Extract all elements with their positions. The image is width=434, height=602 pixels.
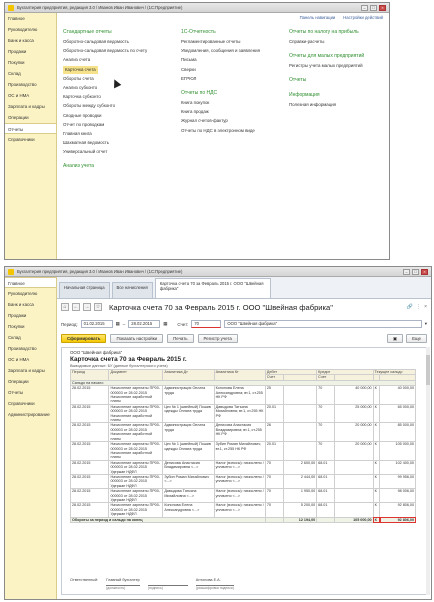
totals-debit-account (265, 517, 283, 522)
cell-credit-account: 70 (317, 386, 335, 405)
app-logo-icon (8, 5, 14, 11)
cell-analytics-dt: Администрация Оплата труда (163, 386, 214, 405)
sidebar-item[interactable]: Отчеты (5, 123, 56, 134)
sidebar-item[interactable]: Продажи (8, 49, 27, 54)
cell-credit-sum (335, 460, 373, 474)
header-debit: Дебет (265, 370, 316, 375)
sidebar-item[interactable]: ОС и НМА (8, 93, 30, 98)
report-note: Выводимые данные: БУ (данные бухгалтерского учета) (70, 364, 168, 368)
report-link[interactable] (63, 148, 173, 157)
cell-analytics-kt: Кононова Елена Александровна; вт.1, ст.255 НК РФ (214, 386, 265, 405)
report-link-label: Уведомления, сообщения и заявления (181, 48, 261, 54)
back-arrow-icon[interactable]: ← (73, 304, 79, 310)
cell-debit-account: 70 (265, 460, 283, 474)
report-link-label: Книга покупок (181, 99, 210, 105)
report-link[interactable] (181, 99, 285, 108)
star-icon[interactable]: ☆ (95, 304, 101, 310)
calendar-icon[interactable]: ▦ (115, 321, 120, 326)
header-analytics-dt: Аналитика Дт (163, 370, 214, 381)
report-link[interactable] (289, 38, 389, 47)
cell-balance-sum: 98 006,00 (380, 489, 416, 503)
sidebar-item[interactable]: Продажи (8, 313, 27, 318)
title-bar (5, 3, 389, 13)
cell-analytics-kt: Денисова Анастасия Владимировна; вт.1, ст.255 НК РФ (214, 423, 265, 442)
report-link[interactable] (63, 38, 173, 47)
period-dash: – (122, 321, 126, 327)
report-link-label: Сводные проводки (63, 112, 102, 118)
more-vert-icon[interactable]: ⋮ (416, 304, 422, 310)
cell-balance-sum: 85 000,00 (380, 423, 416, 442)
cell-balance-sign: К (373, 474, 379, 488)
report-link[interactable] (63, 102, 173, 111)
cell-balance-sum: 65 000,00 (380, 404, 416, 423)
sidebar-item[interactable]: Справочники (8, 137, 35, 142)
cell-credit-account: 68.01 (317, 489, 335, 503)
page-title: Карточка счета 70 за Февраль 2015 г. ООО "Швейная фабрика" (109, 302, 333, 312)
cell-document: Начисление зарплаты ПР00-000003 от 28.02.2015 Начисление заработной платы (109, 442, 163, 461)
cell-period: 28.02.2015 (71, 423, 109, 442)
sidebar-item[interactable]: Склад (8, 335, 21, 340)
table-row (71, 503, 416, 517)
cell-credit-sum: 20 000,00 (335, 442, 373, 461)
window-title: Бухгалтерия предприятия, редакция 3.0 / Иванов Иван Иванович / (1С:Предприятие) (17, 269, 183, 274)
reports-panel (63, 29, 387, 257)
totals-debit: 12 194,00 (283, 517, 316, 522)
position-value: Главный бухгалтер (106, 578, 140, 582)
sidebar-item[interactable]: Банк и касса (8, 38, 34, 43)
title-bar (5, 267, 431, 277)
date-from-field[interactable]: 01.02.2015 (81, 320, 113, 328)
register-button[interactable]: Регистр учета (198, 334, 238, 343)
table-row (71, 404, 416, 423)
cell-balance-sign: К (373, 386, 379, 405)
cell-credit-account: 70 (317, 442, 335, 461)
form-header (57, 299, 431, 315)
report-link[interactable] (63, 66, 173, 75)
sidebar-item[interactable]: Покупки (8, 60, 25, 65)
report-link[interactable] (181, 127, 285, 136)
cell-balance-sign: К (373, 404, 379, 423)
report-group-title[interactable]: Отчеты по НДС (181, 89, 218, 96)
cell-debit-account: 25 (265, 386, 283, 405)
sidebar-item[interactable]: Операции (8, 379, 29, 384)
cell-document: Начисление зарплаты ПР00-000003 от 28.02.2015 Начисление заработной платы (109, 404, 163, 423)
nav-panel-link[interactable]: Панель навигации (299, 15, 336, 20)
sidebar-item[interactable]: Операции (8, 115, 29, 120)
cell-credit-account: 68.01 (317, 474, 335, 488)
header-credit-account: Счет (317, 375, 335, 380)
cell-debit-account: 20.01 (265, 442, 283, 461)
cell-debit-sum (283, 404, 316, 423)
sidebar-item[interactable]: Администрирование (8, 412, 50, 417)
report-group-title[interactable]: 1С-Отчетность (181, 29, 216, 35)
home-icon[interactable]: ⌂ (61, 303, 69, 311)
account-card-window (4, 266, 432, 600)
cell-analytics-dt: Цех № 1 (швейный) Пошив одежды Оплата труда (163, 404, 214, 423)
report-link-label: ЕГРЮЛ (181, 75, 197, 81)
cell-analytics-kt: Зубин Роман Михайлович; вт.1, ст.255 НК РФ (214, 442, 265, 461)
header-document: Документ (109, 370, 163, 381)
header-analytics-kt: Аналитика Кт (214, 370, 265, 381)
report-link-label: Анализ счета (63, 57, 91, 63)
tab-home[interactable]: Начальная страница (59, 282, 110, 298)
cell-balance-sign: К (373, 460, 379, 474)
organization-field[interactable]: ООО "Швейная фабрика" (224, 320, 421, 328)
cell-debit-sum: 1 950,00 (283, 489, 316, 503)
sidebar-item[interactable]: ОС и НМА (8, 357, 30, 362)
cell-period: 28.02.2015 (71, 474, 109, 488)
cell-debit-sum: 2 600,00 (283, 460, 316, 474)
cell-credit-account: 70 (317, 423, 335, 442)
cell-debit-account: 70 (265, 503, 283, 517)
cell-balance-sum: 92 806,00 (380, 503, 416, 517)
sidebar-item[interactable]: Руководителю (8, 291, 38, 296)
close-icon[interactable]: × (421, 269, 428, 275)
cell-balance-sum: 99 956,00 (380, 474, 416, 488)
sections-sidebar (5, 277, 57, 599)
report-title: Карточка счета 70 за Февраль 2015 г. (70, 356, 187, 363)
cell-debit-account: 20.01 (265, 404, 283, 423)
report-link-label: Обороты счета (63, 75, 94, 81)
more-button[interactable]: Еще (406, 334, 427, 343)
cell-analytics-kt: Налог (взносы): начислено / уплачено <...> (214, 503, 265, 517)
cell-analytics-kt: Налог (взносы): начислено / уплачено <...> (214, 474, 265, 488)
cell-document: Начисление зарплаты ПР00-000003 от 28.02.2015 Удержан НДФЛ (109, 474, 163, 488)
cell-debit-sum (283, 442, 316, 461)
account-label: Счет: (177, 321, 189, 327)
signer-name: Антонова Е.А. (195, 578, 221, 582)
account-field[interactable]: 70 (191, 320, 221, 328)
cell-debit-sum (283, 423, 316, 442)
report-group-title[interactable]: Анализ учета (63, 163, 95, 170)
totals-balance-sign: К (373, 517, 379, 522)
cell-analytics-kt: Давыдова Татьяна Михайловна; вт.1, ст.255 НК РФ (214, 404, 265, 423)
sidebar-item[interactable]: Банк и касса (8, 302, 34, 307)
vertical-scrollbar[interactable] (426, 347, 430, 595)
cell-balance-sum: 40 000,00 (380, 386, 416, 405)
scrollbar-thumb[interactable] (426, 355, 430, 385)
report-link-label: Оборотно-сальдовая ведомость (63, 39, 129, 44)
reports-column-reporting (181, 29, 285, 142)
report-link-label: Главная книга (63, 130, 92, 136)
cell-balance-sum: 102 400,00 (380, 460, 416, 474)
generate-button[interactable]: Сформировать (61, 334, 106, 343)
report-link-label: Справки-расчеты (289, 39, 325, 44)
save-icon[interactable]: ▣ (387, 334, 403, 343)
totals-row (71, 517, 416, 522)
cell-credit-sum: 25 000,00 (335, 404, 373, 423)
cell-analytics-dt: Кононова Елена Александровна <...> (163, 503, 214, 517)
cell-credit-account: 68.01 (317, 460, 335, 474)
tab-all-accruals[interactable]: Все начисления (112, 282, 153, 298)
sidebar-item[interactable]: Производство (8, 346, 37, 351)
table-row (71, 423, 416, 442)
cell-debit-account: 26 (265, 423, 283, 442)
report-link-label: Сверки (181, 66, 196, 72)
report-link-label: Анализ субконто (63, 84, 98, 90)
cell-credit-account: 70 (317, 404, 335, 423)
cell-analytics-dt: Давыдова Татьяна Михайловна <...> (163, 489, 214, 503)
cell-analytics-dt: Цех № 1 (швейный) Пошив одежды Оплата труда (163, 442, 214, 461)
reports-window (4, 2, 390, 260)
report-link[interactable] (181, 56, 285, 65)
close-icon[interactable]: × (379, 5, 386, 11)
sidebar-item[interactable]: Зарплата и кадры (8, 104, 45, 109)
account-card-table (70, 369, 416, 523)
tab-account-card[interactable]: Карточка счета 70 за Февраль 2015 г. ООО "Швейная фабрика" (155, 278, 271, 298)
sidebar-item[interactable]: Склад (8, 71, 21, 76)
report-link-label: Отчеты по НДС в электронном виде (181, 127, 255, 133)
name-caption: (расшифровка подписи) (195, 586, 234, 590)
sign-caption: (подпись) (148, 585, 188, 590)
report-link-label: Регистры учета малых предприятий (289, 63, 363, 69)
cell-analytics-kt: Налог (взносы): начислено / уплачено <...> (214, 460, 265, 474)
cell-debit-sum: 5 200,00 (283, 503, 316, 517)
report-link[interactable] (63, 130, 173, 139)
sidebar-item[interactable]: Главное (8, 16, 25, 21)
report-link[interactable] (181, 66, 285, 75)
opening-balance-label: Сальдо на начало (71, 380, 416, 385)
report-parameters (61, 318, 427, 330)
report-link[interactable] (63, 112, 173, 121)
table-row (71, 442, 416, 461)
sidebar-item[interactable]: Зарплата и кадры (8, 368, 45, 373)
report-link[interactable] (63, 121, 173, 130)
responsible-label: Ответственный: (70, 578, 99, 582)
forward-arrow-icon[interactable]: → (84, 304, 90, 310)
cell-debit-sum: 2 444,00 (283, 474, 316, 488)
header-balance: Текущее сальдо (373, 370, 415, 375)
minimize-icon[interactable]: – (361, 5, 368, 11)
sections-sidebar (5, 13, 57, 259)
sidebar-item[interactable]: Справочники (8, 401, 35, 406)
report-link-label: Книга продаж (181, 109, 209, 115)
cell-balance-sign: К (373, 442, 379, 461)
cell-period: 28.02.2015 (71, 404, 109, 423)
report-link-label: Универсальный отчет (63, 149, 108, 155)
cell-debit-account: 70 (265, 474, 283, 488)
maximize-icon[interactable]: □ (412, 269, 419, 275)
report-link[interactable] (63, 93, 173, 102)
sidebar-item[interactable]: Главное (5, 277, 56, 288)
cell-document: Начисление зарплаты ПР00-000003 от 28.02.2015 Удержан НДФЛ (109, 489, 163, 503)
report-group-title[interactable]: Отчеты по налогу на прибыль (289, 29, 359, 35)
cell-balance-sum: 105 000,00 (380, 442, 416, 461)
reports-column-tax (289, 29, 389, 117)
cell-debit-account: 70 (265, 489, 283, 503)
close-form-icon[interactable]: × (424, 304, 427, 310)
report-link-label: Регламентированные отчеты (181, 39, 241, 44)
position-caption: (должность) (106, 585, 140, 590)
report-link-label: Полезная информация (289, 102, 337, 108)
cell-balance-sign: К (373, 489, 379, 503)
report-link[interactable] (181, 47, 285, 56)
cell-credit-account: 68.01 (317, 503, 335, 517)
command-bar (61, 332, 427, 344)
cell-period: 28.02.2015 (71, 503, 109, 517)
calendar-icon[interactable]: ▦ (163, 321, 168, 326)
report-link[interactable] (63, 139, 173, 148)
report-link[interactable] (289, 101, 389, 110)
dropdown-chevron-icon[interactable]: ▾ (424, 321, 427, 326)
link-icon[interactable]: 🔗 (406, 304, 414, 310)
totals-balance: 92 806,00 (380, 517, 416, 522)
cell-period: 28.02.2015 (71, 489, 109, 503)
totals-label: Обороты за период и сальдо на конец (71, 517, 266, 522)
report-organization: ООО "Швейная фабрика" (70, 350, 123, 355)
table-row (71, 386, 416, 405)
cell-period: 28.02.2015 (71, 460, 109, 474)
print-button[interactable]: Печать (167, 334, 193, 343)
cell-document: Начисление зарплаты ПР00-000003 от 28.02.2015 Удержан НДФЛ (109, 503, 163, 517)
cell-credit-sum: 40 000,00 (335, 386, 373, 405)
cell-credit-sum (335, 503, 373, 517)
app-logo-icon (8, 269, 14, 275)
maximize-icon[interactable]: □ (370, 5, 377, 11)
minimize-icon[interactable]: – (403, 269, 410, 275)
nav-links (57, 13, 389, 23)
sidebar-item[interactable]: Покупки (8, 324, 25, 329)
header-credit: Кредит (317, 370, 373, 375)
report-link-label: Журнал счетов-фактур (181, 118, 228, 124)
sidebar-item[interactable]: Отчеты (8, 390, 24, 395)
totals-credit-account (317, 517, 335, 522)
date-to-field[interactable]: 28.02.2015 (128, 320, 160, 328)
table-row (71, 460, 416, 474)
cell-analytics-dt: Денисова Анастасия Владимировна <...> (163, 460, 214, 474)
cell-debit-sum (283, 386, 316, 405)
tab-bar (57, 277, 431, 299)
report-link[interactable] (181, 75, 285, 84)
show-settings-button[interactable]: Показать настройки (110, 334, 163, 343)
actions-settings-link[interactable]: Настройки действий (343, 15, 383, 20)
cell-credit-sum (335, 474, 373, 488)
report-link[interactable] (181, 38, 285, 47)
report-link[interactable] (63, 47, 173, 56)
report-link-label: Обороты между субконто (63, 103, 116, 109)
report-link-label: Письма (181, 57, 197, 63)
report-link[interactable] (289, 62, 389, 71)
cell-analytics-dt: Зубин Роман Михайлович <...> (163, 474, 214, 488)
report-link-label: Карточка субконто (63, 94, 101, 100)
window-title: Бухгалтерия предприятия, редакция 3.0 / Иванов Иван Иванович / (1С:Предприятие) (17, 5, 183, 10)
totals-credit: 105 000,00 (335, 517, 373, 522)
cell-document: Начисление зарплаты ПР00-000003 от 28.02.2015 Удержан НДФЛ (109, 460, 163, 474)
period-label: Период: (61, 321, 78, 327)
cell-period: 28.02.2015 (71, 442, 109, 461)
cell-period: 28.02.2015 (71, 386, 109, 405)
report-group-title[interactable]: Отчеты (289, 77, 307, 84)
signatures-block (70, 578, 416, 590)
cell-analytics-dt: Администрация Оплата труда (163, 423, 214, 442)
report-link-label: Оборотно-сальдовая ведомость по счету (63, 48, 148, 54)
report-link[interactable] (181, 108, 285, 117)
report-group-title[interactable]: Информация (289, 92, 320, 99)
cell-credit-sum: 20 000,00 (335, 423, 373, 442)
cell-balance-sign: К (373, 503, 379, 517)
report-group-title[interactable]: Стандартные отчеты (63, 29, 112, 35)
header-period: Период (71, 370, 109, 381)
table-row (71, 489, 416, 503)
header-debit-account: Счет (265, 375, 283, 380)
report-link-label: Карточка счета (65, 66, 96, 72)
report-document (61, 347, 427, 595)
report-link[interactable] (63, 56, 173, 65)
cell-analytics-kt: Налог (взносы): начислено / уплачено <...> (214, 489, 265, 503)
report-link-label: Отчет по проводкам (63, 121, 105, 127)
cell-document: Начисление зарплаты ПР00-000003 от 28.02.2015 Начисление заработной платы (109, 386, 163, 405)
report-link[interactable] (181, 117, 285, 126)
cell-credit-sum (335, 489, 373, 503)
table-row (71, 474, 416, 488)
cell-document: Начисление зарплаты ПР00-000003 от 28.02.2015 Начисление заработной платы (109, 423, 163, 442)
sidebar-item[interactable]: Руководителю (8, 27, 38, 32)
cell-balance-sign: К (373, 423, 379, 442)
report-link-label: Шахматная ведомость (63, 140, 110, 146)
report-group-title[interactable]: Отчеты для малых предприятий (289, 53, 365, 60)
reports-column-standard (63, 29, 173, 178)
sidebar-item[interactable]: Производство (8, 82, 37, 87)
